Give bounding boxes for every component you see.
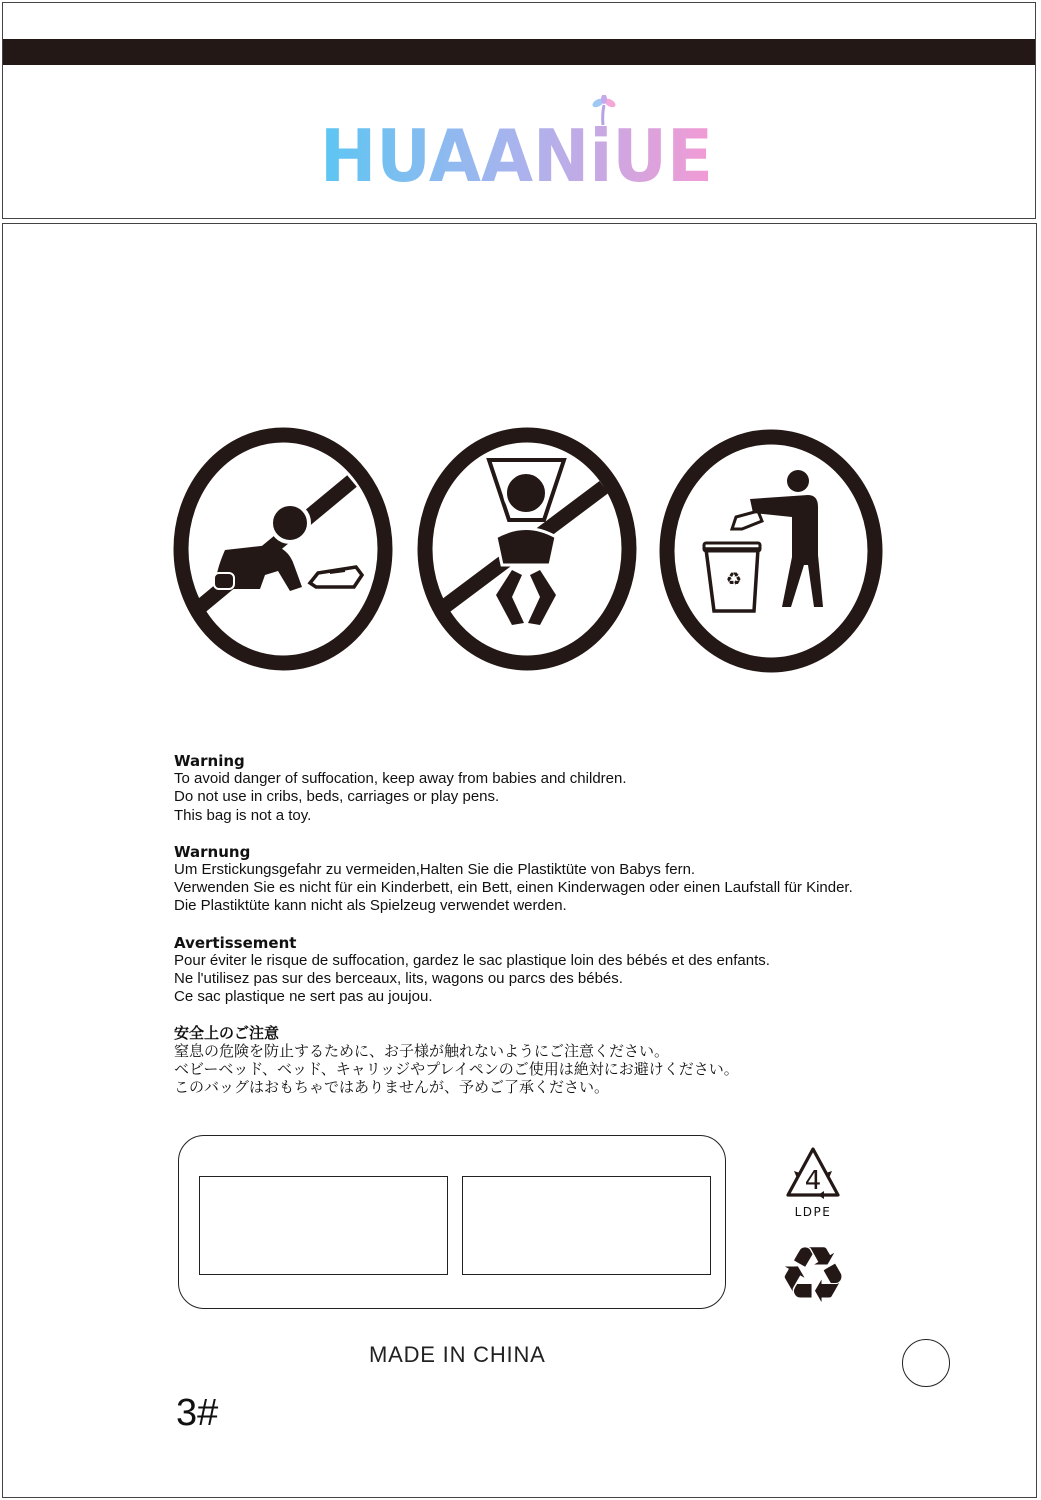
header-panel (2, 2, 1036, 219)
svg-text:♻: ♻ (778, 1238, 848, 1310)
warning-title: Warning (174, 752, 245, 770)
recycle-icon (776, 1238, 850, 1310)
warning-line: Pour éviter le risque de suffocation, gardez le sac plastique loin des bébés et des enfants. (174, 951, 770, 969)
baby-crawl-prohibited-icon (170, 425, 396, 680)
svg-text:♻: ♻ (725, 569, 743, 590)
blank-label-box-right (462, 1176, 711, 1275)
recycling-material-label: LDPE (794, 1205, 832, 1219)
warning-line: Um Erstickungsgefahr zu vermeiden,Halten Sie die Plastiktüte von Babys fern. (174, 861, 696, 879)
warning-line: 窒息の危険を防止するために、お子様が触れないようにご注意ください。 (174, 1042, 670, 1060)
warning-block-fr (174, 934, 974, 1007)
warning-line: This bag is not a toy. (174, 806, 312, 824)
warning-line: Ce sac plastique ne sert pas au joujou. (174, 988, 433, 1006)
circle-mark (902, 1339, 950, 1387)
warning-line: Ne l'utilisez pas sur des berceaux, lits, wagons ou parcs des bébés. (174, 970, 623, 988)
warning-line: Do not use in cribs, beds, carriages or play pens. (174, 788, 500, 806)
warning-line: このバッグはおもちゃではありませんが、予めご了承ください。 (174, 1079, 610, 1097)
dispose-in-bin-icon (658, 425, 884, 680)
warning-line: Die Plastiktüte kann nicht als Spielzeug verwendet werden. (174, 897, 567, 915)
warning-line: ベビーベッド、ベッド、キャリッジやプレイペンのご使用は絶対にお避けください。 (174, 1060, 739, 1078)
size-code: 3# (176, 1392, 219, 1434)
blank-label-area (178, 1135, 726, 1309)
made-in-label: MADE IN CHINA (369, 1342, 546, 1367)
warning-line: Verwenden Sie es nicht für ein Kinderbett, ein Bett, einen Kinderwagen oder einen Laufstall für Kinder. (174, 879, 853, 897)
safety-pictograms (170, 425, 890, 680)
warning-block-de (174, 843, 974, 916)
recycling-code-number: 4 (804, 1166, 822, 1196)
warning-block-ja (174, 1024, 974, 1097)
warning-line: To avoid danger of suffocation, keep away from babies and children. (174, 770, 627, 788)
header-bar (3, 39, 1035, 65)
logo-text: HUAANiUE (320, 114, 713, 190)
brand-logo (318, 95, 718, 190)
bag-over-head-prohibited-icon (414, 425, 640, 680)
warning-title: 安全上のご注意 (174, 1024, 280, 1043)
blank-label-box-left (199, 1176, 448, 1275)
warning-title: Avertissement (174, 933, 297, 952)
warning-text-section (174, 752, 974, 1115)
warning-block-en (174, 752, 974, 825)
warning-title: Warnung (174, 842, 251, 861)
